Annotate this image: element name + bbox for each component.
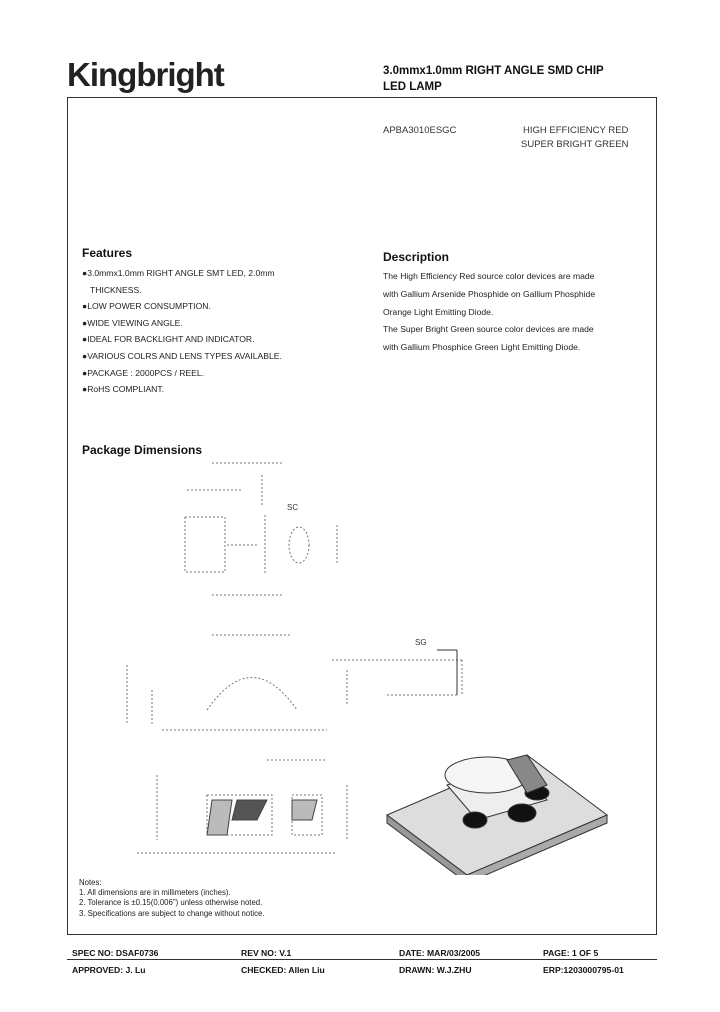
footer-divider <box>67 959 657 960</box>
page-number: PAGE: 1 OF 5 <box>543 948 599 958</box>
feature-item: ●LOW POWER CONSUMPTION. <box>82 301 211 312</box>
feature-item: ●VARIOUS COLRS AND LENS TYPES AVAILABLE. <box>82 350 282 361</box>
note-line: 1. All dimensions are in millimeters (inches). <box>79 888 231 898</box>
package-drawing <box>67 455 657 875</box>
approved-by: APPROVED: J. Lu <box>72 965 146 975</box>
features-list <box>82 265 352 398</box>
feature-item: ●3.0mmx1.0mm RIGHT ANGLE SMT LED, 2.0mm <box>82 268 275 278</box>
description-line: The High Efficiency Red source color devices are made <box>383 271 595 281</box>
feature-item: ●WIDE VIEWING ANGLE. <box>82 317 183 328</box>
electrode-pad <box>508 804 536 822</box>
date: DATE: MAR/03/2005 <box>399 948 481 958</box>
package-dimensions-heading: Package Dimensions <box>82 443 203 457</box>
label-sg: SG <box>415 638 427 647</box>
features-heading: Features <box>82 246 133 260</box>
part-color-1: HIGH EFFICIENCY RED <box>523 125 629 136</box>
brand-logo: Kingbright <box>67 56 224 93</box>
description-line: The Super Bright Green source color devices are made <box>383 324 594 335</box>
solder-pad <box>207 800 232 835</box>
description-line: with Gallium Arsenide Phosphide on Gallium Phosphide <box>383 288 596 299</box>
feature-item: ●IDEAL FOR BACKLIGHT AND INDICATOR. <box>82 334 255 345</box>
feature-item: THICKNESS. <box>90 284 142 295</box>
solder-pad <box>292 800 317 820</box>
title-line-2: LED LAMP <box>383 81 442 93</box>
feature-item: ●PACKAGE : 2000PCS / REEL. <box>82 367 205 378</box>
feature-item: ●RoHS COMPLIANT. <box>82 384 165 395</box>
document-title <box>383 63 683 95</box>
notes <box>79 878 265 919</box>
description-line: Orange Light Emitting Diode. <box>383 306 494 317</box>
note-line: 2. Tolerance is ±0.15(0.006") unless otherwise noted. <box>79 898 263 908</box>
lens-arc <box>207 678 297 711</box>
isometric-view <box>387 755 607 875</box>
description-line: with Gallium Phosphice Green Light Emitting Diode. <box>383 342 581 353</box>
spec-number: SPEC NO: DSAF0736 <box>72 948 159 958</box>
lens-outline <box>289 527 309 563</box>
electrode-pad <box>463 812 487 828</box>
description-heading: Description <box>383 250 450 264</box>
title-line-1: 3.0mmx1.0mm RIGHT ANGLE SMD CHIP <box>383 65 604 77</box>
package-outline <box>185 517 225 572</box>
erp-number: ERP:1203000795-01 <box>543 965 624 975</box>
description-text <box>383 268 653 357</box>
note-line: 3. Specifications are subject to change without notice. <box>79 908 265 918</box>
drawn-by: DRAWN: W.J.ZHU <box>399 965 472 975</box>
checked-by: CHECKED: Allen Liu <box>241 965 325 975</box>
part-color-2: SUPER BRIGHT GREEN <box>521 139 629 150</box>
part-number: APBA3010ESGC <box>383 125 457 136</box>
revision-number: REV NO: V.1 <box>241 948 292 958</box>
label-sc: SC <box>287 503 299 512</box>
solder-pad <box>232 800 267 820</box>
notes-heading: Notes: <box>79 878 102 887</box>
